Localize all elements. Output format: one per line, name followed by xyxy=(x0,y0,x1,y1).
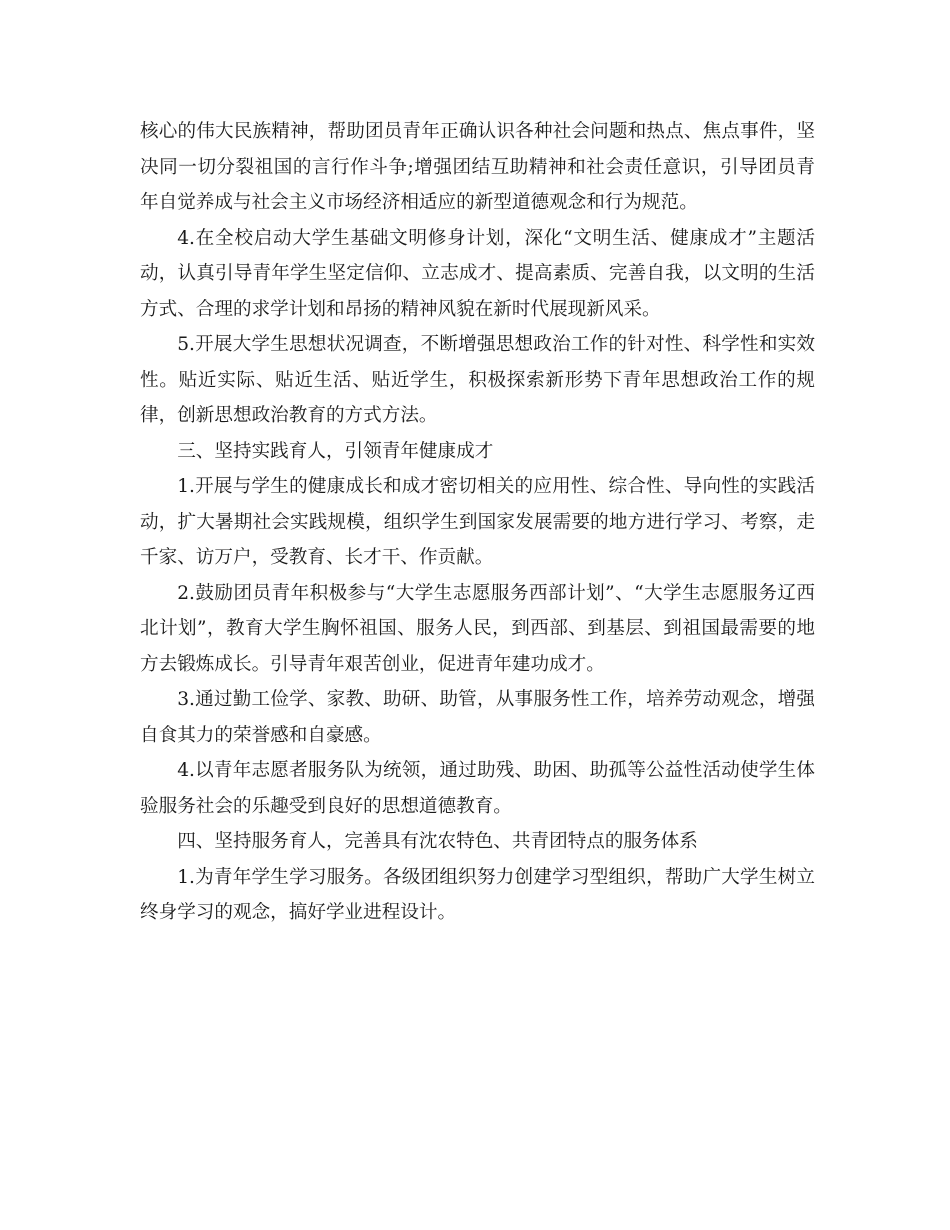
section-heading-4: 四、坚持服务育人，完善具有沈农特色、共青团特点的服务体系 xyxy=(177,831,698,852)
paragraph-item-4-civility-plan: 4.在全校启动大学生基础文明修身计划，深化“文明生活、健康成才”主题活动，认真引导青年学生坚定信仰、立志成才、提高素质、完善自我，以文明的生活方式、合理的求学计划和昂扬的精神风貌在新时代展现新风采。 xyxy=(140,227,815,320)
paragraph-item-2-volunteer: 2.鼓励团员青年积极参与“大学生志愿服务西部计划”、“大学生志愿服务辽西北计划”，教育大学生胸怀祖国、服务人民，到西部、到基层、到祖国最需要的地方去锻炼成长。引导青年艰苦创业，促进青年建功成才。 xyxy=(140,582,815,675)
paragraph-item-4-volunteer-team: 4.以青年志愿者服务队为统领，通过助残、助困、助孤等公益性活动使学生体验服务社会的乐趣受到良好的思想道德教育。 xyxy=(140,760,815,817)
paragraph-item-1-practice: 1.开展与学生的健康成长和成才密切相关的应用性、综合性、导向性的实践活动，扩大暑期社会实践规模，组织学生到国家发展需要的地方进行学习、考察，走千家、访万户，受教育、长才干、作贡献。 xyxy=(140,476,815,568)
paragraph-item-1-study-service: 1.为青年学生学习服务。各级团组织努力创建学习型组织，帮助广大学生树立终身学习的观念，搞好学业进程设计。 xyxy=(140,866,815,923)
paragraph-continuation: 核心的伟大民族精神，帮助团员青年正确认识各种社会问题和热点、焦点事件，坚决同一切分裂祖国的言行作斗争;增强团结互助精神和社会责任意识，引导团员青年自觉养成与社会主义市场经济相适应的新型道德观念和行为规范。 xyxy=(140,121,815,213)
paragraph-item-5-survey: 5.开展大学生思想状况调查，不断增强思想政治工作的针对性、科学性和实效性。贴近实际、贴近生活、贴近学生，积极探索新形势下青年思想政治工作的规律，创新思想政治教育的方式方法。 xyxy=(140,334,815,426)
section-heading-3: 三、坚持实践育人，引领青年健康成才 xyxy=(177,440,494,462)
document-body xyxy=(140,114,815,931)
paragraph-item-3-work-study: 3.通过勤工俭学、家教、助研、助管，从事服务性工作，培养劳动观念，增强自食其力的荣誉感和自豪感。 xyxy=(140,689,815,746)
